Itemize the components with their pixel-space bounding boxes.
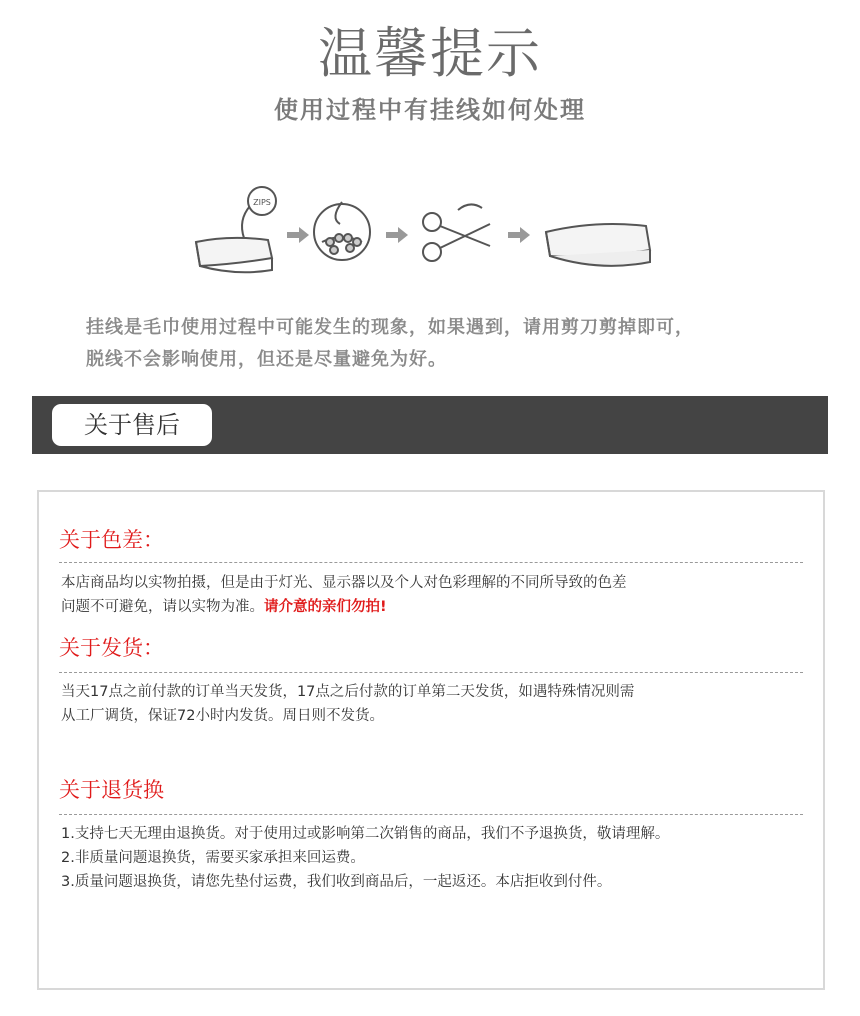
body-text: 问题不可避免，请以实物为准。 (61, 599, 264, 615)
description-line: 挂线是毛巾使用过程中可能发生的现象，如果遇到，请用剪刀剪掉即可， (86, 317, 694, 338)
page-subtitle: 使用过程中有挂线如何处理 (274, 96, 586, 124)
section-divider (59, 814, 803, 815)
returns-body (61, 822, 806, 894)
shipping-body (61, 680, 806, 728)
arrow-right-icon (508, 227, 530, 243)
shipping-title: 关于发货： (59, 636, 164, 660)
section-divider (59, 672, 803, 673)
color-difference-body (61, 571, 806, 619)
pulled-thread-icon (314, 202, 370, 260)
description-line: 脱线不会影响使用，但还是尽量避免为好。 (86, 349, 447, 370)
body-line: 本店商品均以实物拍摄，但是由于灯光、显示器以及个人对色彩理解的不同所导致的色差 (61, 575, 627, 591)
banner-label: 关于售后 (52, 404, 212, 446)
after-sales-banner (32, 396, 828, 454)
body-line: 当天17点之前付款的订单当天发货，17点之后付款的订单第二天发货，如遇特殊情况则需 (61, 684, 635, 700)
page-title: 温馨提示 (318, 22, 542, 85)
color-difference-title: 关于色差： (59, 528, 164, 552)
folded-towel-icon (546, 224, 650, 266)
arrow-right-icon (386, 227, 408, 243)
body-line: 从工厂调货，保证72小时内发货。周日则不发货。 (61, 708, 384, 724)
thread-description (86, 312, 806, 376)
warning-text: 请介意的亲们勿拍! (264, 599, 387, 615)
after-sales-panel (37, 490, 825, 990)
scissors-icon (423, 204, 490, 261)
svg-text:ZIPS: ZIPS (253, 198, 271, 207)
list-item: 2.非质量问题退换货，需要买家承担来回运费。 (61, 850, 365, 866)
returns-title: 关于退货换 (59, 778, 164, 802)
thread-handling-illustration (0, 180, 860, 290)
list-item: 1.支持七天无理由退换货。对于使用过或影响第二次销售的商品，我们不予退换货，敬请理解。 (61, 826, 670, 842)
list-item: 3.质量问题退换货，请您先垫付运费，我们收到商品后，一起返还。本店拒收到付件。 (61, 874, 612, 890)
towel-with-loop-icon (196, 187, 276, 272)
section-divider (59, 562, 803, 563)
body-line (61, 595, 806, 619)
arrow-right-icon (287, 227, 309, 243)
